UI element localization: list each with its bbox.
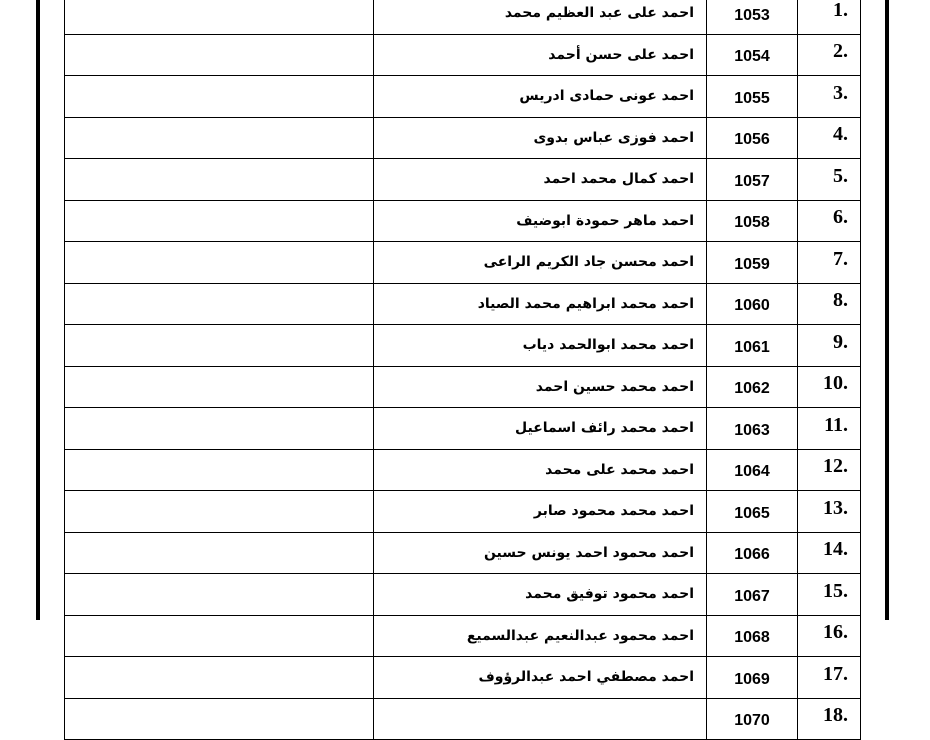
roster-body <box>65 0 861 740</box>
student-code-cell: 1058 <box>707 200 798 242</box>
row-number-cell: 8. <box>798 283 861 325</box>
row-number-cell: 12. <box>798 449 861 491</box>
table-row <box>65 491 861 533</box>
student-name-cell: احمد محمود احمد يونس حسين <box>374 532 707 574</box>
table-row <box>65 325 861 367</box>
student-code-cell: 1061 <box>707 325 798 367</box>
student-code-cell: 1064 <box>707 449 798 491</box>
student-name-cell: احمد محمد حسين احمد <box>374 366 707 408</box>
notes-cell <box>65 532 374 574</box>
notes-cell <box>65 574 374 616</box>
row-number-cell: 4. <box>798 117 861 159</box>
student-code-cell: 1065 <box>707 491 798 533</box>
student-name-cell: احمد عونى حمادى ادريس <box>374 76 707 118</box>
notes-cell <box>65 283 374 325</box>
student-name-cell: احمد على عبد العظيم محمد <box>374 0 707 34</box>
student-code-cell: 1068 <box>707 615 798 657</box>
student-name-cell: احمد محسن جاد الكريم الراعى <box>374 242 707 284</box>
student-code-cell: 1056 <box>707 117 798 159</box>
notes-cell <box>65 366 374 408</box>
table-row <box>65 698 861 740</box>
student-name-cell: احمد محمد محمود صابر <box>374 491 707 533</box>
table-row <box>65 200 861 242</box>
table-row <box>65 0 861 34</box>
student-code-cell: 1070 <box>707 698 798 740</box>
notes-cell <box>65 408 374 450</box>
notes-cell <box>65 449 374 491</box>
table-row <box>65 242 861 284</box>
student-code-cell: 1062 <box>707 366 798 408</box>
notes-cell <box>65 200 374 242</box>
row-number-cell: 5. <box>798 159 861 201</box>
student-code-cell: 1053 <box>707 0 798 34</box>
notes-cell <box>65 491 374 533</box>
student-code-cell: 1059 <box>707 242 798 284</box>
student-code-cell: 1067 <box>707 574 798 616</box>
student-name-cell: احمد محمود عبدالنعيم عبدالسميع <box>374 615 707 657</box>
row-number-cell: 14. <box>798 532 861 574</box>
student-roster-table <box>64 0 861 740</box>
student-name-cell: احمد محمد ابوالحمد دياب <box>374 325 707 367</box>
table-row <box>65 366 861 408</box>
row-number-cell: 11. <box>798 408 861 450</box>
student-name-cell: احمد محمود توفيق محمد <box>374 574 707 616</box>
student-name-cell: احمد مصطفي احمد عبدالرؤوف <box>374 657 707 699</box>
table-row <box>65 159 861 201</box>
student-code-cell: 1057 <box>707 159 798 201</box>
row-number-cell: 18. <box>798 698 861 740</box>
table-row <box>65 615 861 657</box>
table-row <box>65 34 861 76</box>
row-number-cell: 13. <box>798 491 861 533</box>
row-number-cell: 7. <box>798 242 861 284</box>
row-number-cell: 9. <box>798 325 861 367</box>
row-number-cell: 2. <box>798 34 861 76</box>
notes-cell <box>65 117 374 159</box>
page-border-left <box>36 0 40 620</box>
student-name-cell: احمد كمال محمد احمد <box>374 159 707 201</box>
row-number-cell: 10. <box>798 366 861 408</box>
notes-cell <box>65 0 374 34</box>
row-number-cell: 3. <box>798 76 861 118</box>
notes-cell <box>65 615 374 657</box>
student-code-cell: 1069 <box>707 657 798 699</box>
student-name-cell: احمد على حسن أحمد <box>374 34 707 76</box>
student-code-cell: 1054 <box>707 34 798 76</box>
notes-cell <box>65 76 374 118</box>
notes-cell <box>65 159 374 201</box>
notes-cell <box>65 34 374 76</box>
row-number-cell: 6. <box>798 200 861 242</box>
table-row <box>65 574 861 616</box>
notes-cell <box>65 325 374 367</box>
row-number-cell: 16. <box>798 615 861 657</box>
row-number-cell: 1. <box>798 0 861 34</box>
student-name-cell: احمد محمد ابراهيم محمد الصياد <box>374 283 707 325</box>
student-code-cell: 1060 <box>707 283 798 325</box>
table-row <box>65 657 861 699</box>
row-number-cell: 15. <box>798 574 861 616</box>
table-row <box>65 449 861 491</box>
student-code-cell: 1066 <box>707 532 798 574</box>
student-name-cell: احمد محمد رائف اسماعيل <box>374 408 707 450</box>
notes-cell <box>65 242 374 284</box>
student-code-cell: 1055 <box>707 76 798 118</box>
student-name-cell: احمد فوزى عباس بدوى <box>374 117 707 159</box>
table-row <box>65 76 861 118</box>
notes-cell <box>65 698 374 740</box>
table-row <box>65 117 861 159</box>
page-border-right <box>885 0 889 620</box>
student-name-cell: احمد محمد على محمد <box>374 449 707 491</box>
row-number-cell: 17. <box>798 657 861 699</box>
table-row <box>65 408 861 450</box>
table-row <box>65 283 861 325</box>
student-code-cell: 1063 <box>707 408 798 450</box>
student-name-cell <box>374 698 707 740</box>
student-name-cell: احمد ماهر حمودة ابوضيف <box>374 200 707 242</box>
notes-cell <box>65 657 374 699</box>
table-row <box>65 532 861 574</box>
